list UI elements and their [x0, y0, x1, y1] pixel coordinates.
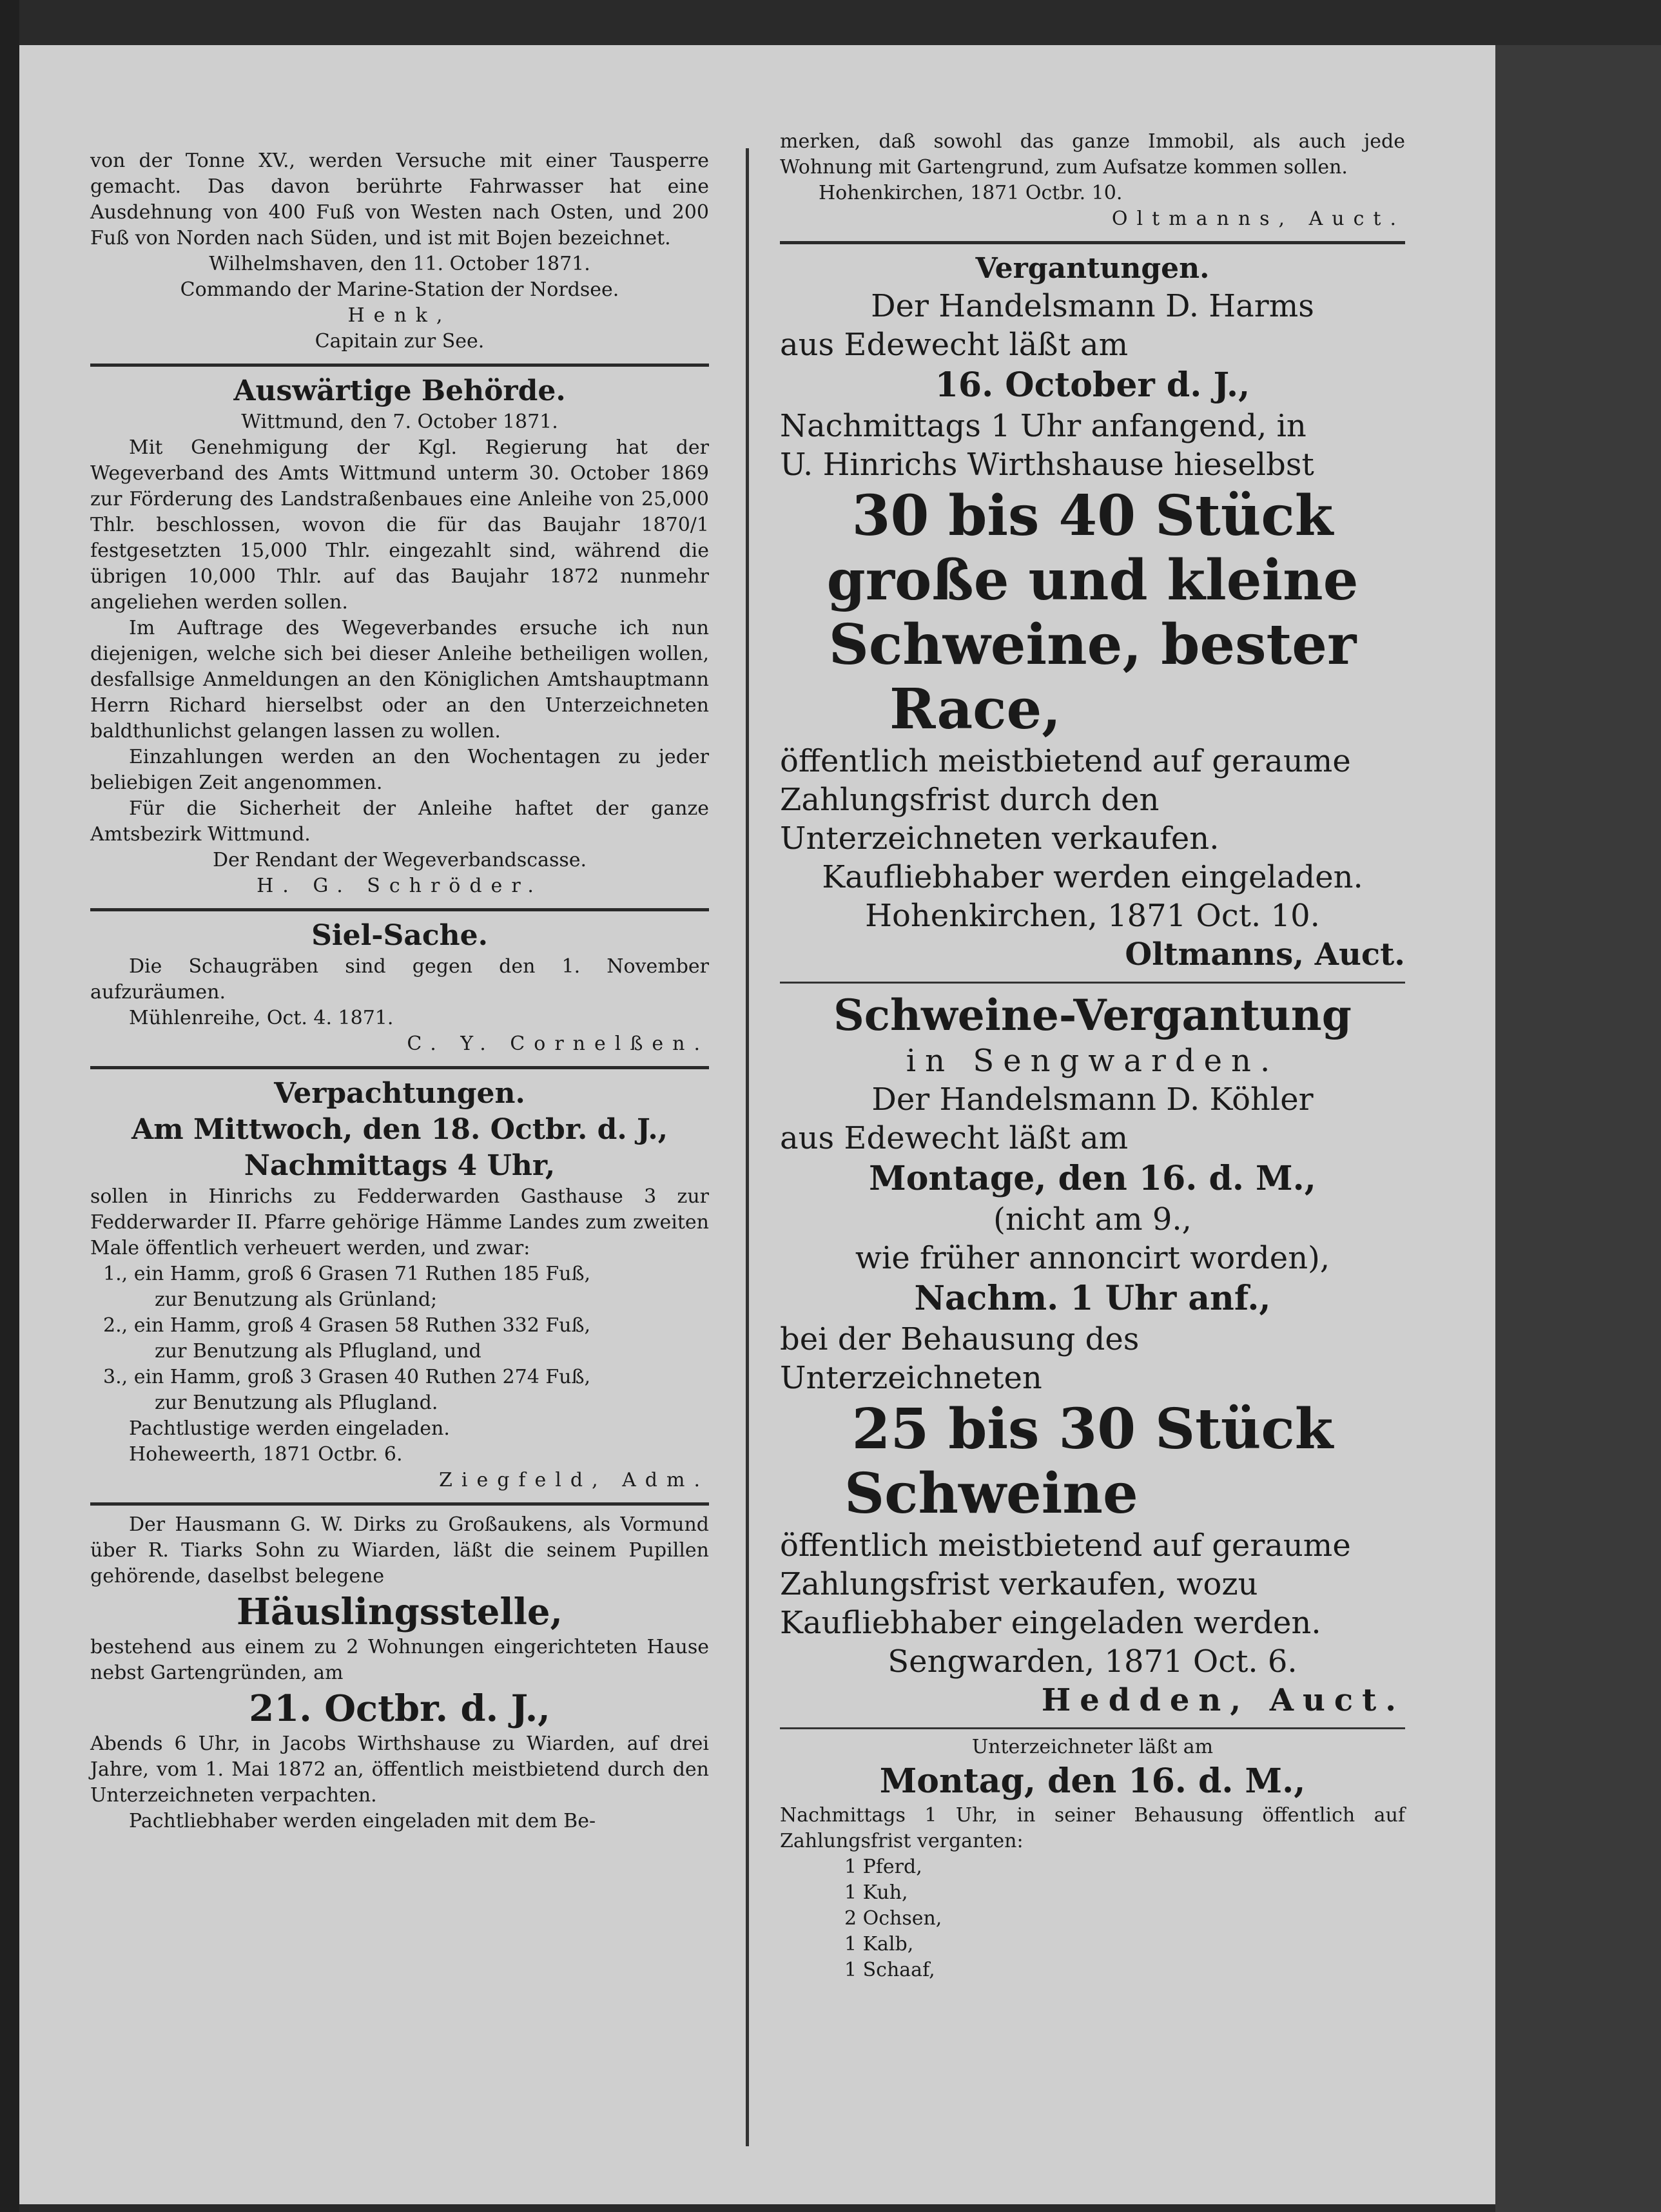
list-item-note: zur Benutzung als Pflugland. — [155, 1392, 438, 1414]
section-date: Sengwarden, 1871 Oct. 6. — [888, 1644, 1297, 1680]
paragraph: Pachtliebhaber werden eingeladen mit dem Be- — [129, 1810, 596, 1832]
ad-headline: Schweine — [844, 1461, 1138, 1526]
left-column — [90, 148, 709, 1834]
section-title: Auswärtige Behörde. — [233, 374, 566, 407]
ad-headline: Schweine, bester — [828, 612, 1357, 677]
section-date: Hoheweerth, 1871 Octbr. 6. — [129, 1443, 403, 1466]
paragraph: öffentlich meistbietend auf geraume Zahlungsfrist verkaufen, wozu Kaufliebhaber eingeladen werden. — [780, 1528, 1351, 1641]
section-rule — [90, 1066, 709, 1069]
right-column — [780, 129, 1405, 1983]
list-item-note: zur Benutzung als Grünland; — [155, 1288, 438, 1311]
ad-date: 21. Octbr. d. J., — [249, 1687, 550, 1730]
paragraph: Im Auftrage des Wegeverbandes ersuche ich nun diejenigen, welche sich bei dieser Anleihe betheiligen wollen, desfallsige Anmeldungen an den Königlichen Amtshauptmann Herrn Richard hierselbst oder an den Unterzeichneten baldthunlichst gelangen lassen zu wollen. — [90, 617, 709, 742]
list-item: 2., ein Hamm, groß 4 Grasen 58 Ruthen 332 Fuß, — [103, 1314, 591, 1337]
ad-date: 16. October d. J., — [935, 365, 1250, 405]
list-item: 1 Pferd, — [844, 1856, 922, 1878]
ad-line: Kaufliebhaber werden eingeladen. — [822, 859, 1363, 895]
section-date: Hohenkirchen, 1871 Oct. 10. — [865, 898, 1320, 934]
ad-headline: 25 bis 30 Stück — [851, 1397, 1334, 1462]
lease-list — [90, 1261, 709, 1416]
ad-line: bei der Behausung des Unterzeichneten — [780, 1321, 1140, 1396]
ad-line: aus Edewecht läßt am — [780, 327, 1129, 363]
ad-line: Der Handelsmann D. Harms — [871, 288, 1314, 324]
paragraph: Pachtlustige werden eingeladen. — [129, 1417, 450, 1440]
ad-date: Montag, den 16. d. M., — [879, 1761, 1306, 1801]
section-rule — [780, 982, 1405, 984]
ad-date: Montage, den 16. d. M., — [869, 1159, 1316, 1198]
ad-headline: Race, — [889, 677, 1062, 742]
list-item: 1 Kalb, — [844, 1933, 914, 1955]
section-rule — [90, 1502, 709, 1506]
column-divider — [746, 148, 749, 2146]
signature-name: Oltmanns, Auct. — [1125, 936, 1405, 973]
paragraph: sollen in Hinrichs zu Fedderwarden Gasthause 3 zur Fedderwarder II. Pfarre gehörige Hämme Landes zum zweiten Male öffentlich verheuert werden, und zwar: — [90, 1185, 709, 1259]
paragraph: Nachmittags 1 Uhr, in seiner Behausung öffentlich auf Zahlungsfrist verganten: — [780, 1804, 1405, 1852]
notice-text: von der Tonne XV., werden Versuche mit einer Tausperre gemacht. Das davon berührte Fahrwasser hat eine Ausdehnung von 400 Fuß von Westen nach Osten, und 200 Fuß von Norden nach Süden, und ist mit Bojen bezeichnet. — [90, 150, 709, 249]
event-time-heading: Nachmittags 4 Uhr, — [244, 1149, 556, 1182]
section-date: Mühlenreihe, Oct. 4. 1871. — [129, 1007, 394, 1029]
section-title: Vergantungen. — [975, 252, 1210, 285]
paragraph: Mit Genehmigung der Kgl. Regierung hat der Wegeverband des Amts Wittmund unterm 30. October 1869 zur Förderung des Landstraßenbaues eine Anleihe von 25,000 Thlr. beschlossen, wovon die für das Baujahr 1870/1 festgesetzten 15,000 Thlr. eingezahlt sind, während die übrigen 10,000 Thlr. auf das Baujahr 1872 nunmehr angeliehen werden sollen. — [90, 436, 709, 614]
notice-name: Henk, — [347, 304, 452, 327]
list-item: 1 Kuh, — [844, 1881, 908, 1904]
signature-name: C. Y. Cornelßen. — [407, 1033, 709, 1055]
ad-line: wie früher annoncirt worden), — [855, 1240, 1330, 1276]
ad-headline: große und kleine — [826, 548, 1359, 613]
paragraph: Einzahlungen werden an den Wochentagen zu jeder beliebigen Zeit angenommen. — [90, 746, 709, 794]
ad-headline: Schweine-Vergantung — [833, 990, 1352, 1040]
event-date-heading: Am Mittwoch, den 18. Octbr. d. J., — [131, 1113, 668, 1146]
ad-headline: 30 bis 40 Stück — [851, 483, 1334, 548]
ad-line: Der Handelsmann D. Köhler — [871, 1082, 1314, 1118]
section-title: Siel-Sache. — [311, 919, 488, 952]
paragraph: Abends 6 Uhr, in Jacobs Wirthshause zu Wiarden, auf drei Jahre, vom 1. Mai 1872 an, öffentlich meistbietend durch den Unterzeichneten verpachten. — [90, 1732, 709, 1807]
book-binding — [0, 0, 19, 2212]
item-list — [780, 1854, 1405, 1983]
paragraph: bestehend aus einem zu 2 Wohnungen eingerichteten Hause nebst Gartengründen, am — [90, 1636, 709, 1684]
notice-sender: Commando der Marine-Station der Nordsee. — [180, 278, 619, 301]
ad-line: (nicht am 9., — [993, 1201, 1192, 1237]
paragraph: Die Schaugräben sind gegen den 1. November aufzuräumen. — [90, 955, 709, 1004]
ad-headline: Häuslingsstelle, — [236, 1591, 563, 1633]
section-rule — [780, 241, 1405, 244]
signature-name: Oltmanns, Auct. — [1111, 208, 1405, 230]
paragraph: Für die Sicherheit der Anleihe haftet der ganze Amtsbezirk Wittmund. — [90, 797, 709, 846]
section-date: Wittmund, den 7. October 1871. — [241, 411, 558, 433]
ad-time: Nachm. 1 Uhr anf., — [914, 1279, 1271, 1318]
signature-line: Der Rendant der Wegeverbandscasse. — [212, 849, 587, 871]
notice-place: Wilhelmshaven, den 11. October 1871. — [209, 253, 590, 275]
list-item: 3., ein Hamm, groß 3 Grasen 40 Ruthen 274 Fuß, — [103, 1366, 591, 1388]
ad-line: Nachmittags 1 Uhr anfangend, in — [780, 408, 1306, 444]
notice-role: Capitain zur See. — [315, 330, 485, 353]
ad-line: U. Hinrichs Wirthshause hieselbst — [780, 447, 1314, 483]
list-item: 1., ein Hamm, groß 6 Grasen 71 Ruthen 185 Fuß, — [103, 1263, 591, 1285]
ad-line: in Sengwarden. — [906, 1043, 1279, 1079]
paragraph: öffentlich meistbietend auf geraume Zahlungsfrist durch den Unterzeichneten verkaufen. — [780, 743, 1351, 857]
list-item: 1 Schaaf, — [844, 1959, 935, 1981]
signature-name: Hedden, Auct. — [1041, 1682, 1405, 1718]
section-rule — [90, 908, 709, 911]
section-date: Hohenkirchen, 1871 Octbr. 10. — [819, 182, 1123, 204]
page-edge — [1495, 45, 1661, 2212]
ad-line: Unterzeichneter läßt am — [971, 1736, 1214, 1758]
signature-name: Ziegfeld, Adm. — [439, 1469, 709, 1491]
list-item-note: zur Benutzung als Pflugland, und — [155, 1340, 481, 1363]
section-rule — [780, 1727, 1405, 1729]
list-item: 2 Ochsen, — [844, 1907, 942, 1930]
paragraph: Der Hausmann G. W. Dirks zu Großaukens, als Vormund über R. Tiarks Sohn zu Wiarden, läßt die seinem Pupillen gehörende, daselbst belegene — [90, 1513, 709, 1587]
paragraph: merken, daß sowohl das ganze Immobil, als auch jede Wohnung mit Gartengrund, zum Aufsatze kommen sollen. — [780, 130, 1405, 179]
section-rule — [90, 364, 709, 367]
signature-name: H. G. Schröder. — [257, 875, 543, 897]
ad-line: aus Edewecht läßt am — [780, 1120, 1129, 1156]
section-title: Verpachtungen. — [274, 1077, 525, 1110]
